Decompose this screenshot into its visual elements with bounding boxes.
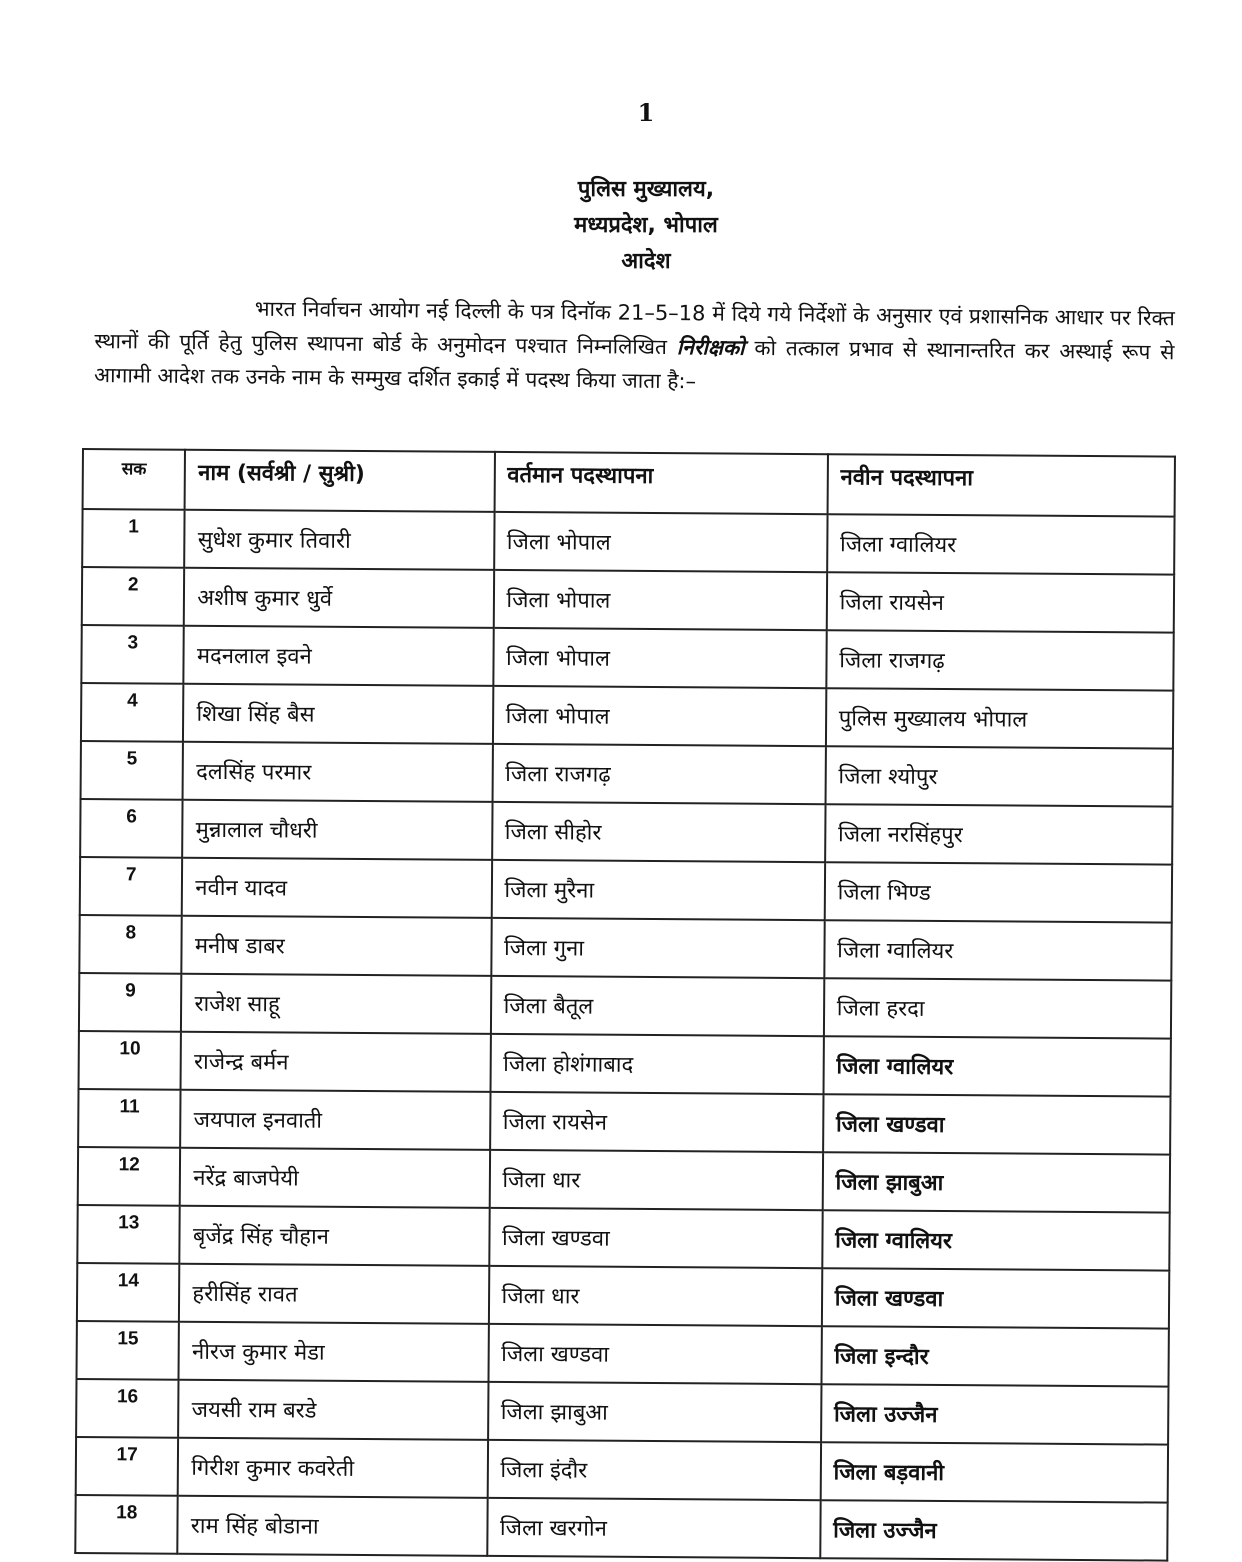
cell-current-posting: जिला धार bbox=[489, 1150, 823, 1210]
cell-current-posting: जिला होशंगाबाद bbox=[490, 1034, 824, 1094]
table-row bbox=[78, 1089, 1170, 1155]
cell-new-posting: जिला ग्वालियर bbox=[822, 1210, 1170, 1270]
cell-new-posting: जिला इन्दौर bbox=[821, 1326, 1169, 1386]
cell-serial-number: 15 bbox=[77, 1321, 180, 1380]
header-office: पुलिस मुख्यालय, bbox=[577, 177, 715, 202]
cell-serial-number: 17 bbox=[76, 1437, 179, 1496]
cell-name: मुन्नालाल चौधरी bbox=[183, 800, 493, 860]
table-row bbox=[79, 1031, 1171, 1097]
cell-current-posting: जिला खरगोन bbox=[487, 1498, 821, 1558]
cell-serial-number: 14 bbox=[77, 1263, 180, 1322]
header-location: मध्यप्रदेश, भोपाल bbox=[574, 213, 718, 238]
cell-new-posting: जिला भिण्ड bbox=[824, 862, 1172, 922]
table-row bbox=[82, 567, 1174, 633]
cell-name: दलसिंह परमार bbox=[183, 742, 493, 802]
cell-current-posting: जिला राजगढ़ bbox=[492, 744, 826, 804]
cell-current-posting: जिला बैतूल bbox=[490, 976, 824, 1036]
table-row bbox=[81, 625, 1173, 691]
cell-new-posting: जिला खण्डवा bbox=[823, 1094, 1171, 1154]
cell-name: अशीष कुमार धुर्वे bbox=[184, 568, 494, 628]
table-row bbox=[79, 973, 1171, 1039]
table-header-row bbox=[83, 449, 1175, 517]
order-text-part2: को तत्काल प्रभाव से स्थानान्तरित कर अस्थाई रूप से आगामी आदेश तक उनके नाम के सम्मुख दर्शित इकाई में पदस्थ किया जाता है:– bbox=[93, 335, 1175, 394]
cell-serial-number: 2 bbox=[82, 567, 185, 626]
cell-new-posting: जिला ग्वालियर bbox=[827, 514, 1175, 574]
cell-name: जयपाल इनवाती bbox=[180, 1090, 490, 1150]
cell-name: शिखा सिंह बैस bbox=[183, 684, 493, 744]
cell-serial-number: 6 bbox=[80, 799, 183, 858]
cell-serial-number: 5 bbox=[81, 741, 184, 800]
cell-new-posting: जिला ग्वालियर bbox=[823, 1036, 1171, 1096]
cell-current-posting: जिला इंदौर bbox=[487, 1440, 821, 1500]
cell-current-posting: जिला भोपाल bbox=[492, 686, 826, 746]
table-row bbox=[81, 741, 1173, 807]
cell-name: बृजेंद्र सिंह चौहान bbox=[180, 1206, 490, 1266]
cell-name: नरेंद्र बाजपेयी bbox=[180, 1148, 490, 1208]
cell-name: नवीन यादव bbox=[182, 858, 492, 918]
cell-new-posting: जिला बड़वानी bbox=[820, 1442, 1168, 1502]
cell-current-posting: जिला धार bbox=[488, 1266, 822, 1326]
order-paragraph bbox=[94, 290, 1175, 403]
cell-current-posting: जिला भोपाल bbox=[494, 512, 828, 572]
order-text-part1: भारत निर्वाचन आयोग नई दिल्ली के पत्र दिनॉक 21–5–18 में दिये गये निर्देशों के अनुसार एवं प्रशासनिक आधार पर रिक्त स्थानों की पूर्ति हेतु पुलिस स्थापना बोर्ड के अनुमोदन पश्चात निम्नलिखित bbox=[94, 296, 1175, 359]
cell-current-posting: जिला भोपाल bbox=[493, 628, 827, 688]
cell-new-posting: जिला श्योपुर bbox=[825, 746, 1173, 806]
cell-name: राम सिंह बोडाना bbox=[178, 1496, 488, 1556]
cell-name: जयसी राम बरडे bbox=[178, 1380, 488, 1440]
order-text-emphasis: निरीक्षको bbox=[676, 335, 745, 360]
cell-new-posting: जिला खण्डवा bbox=[822, 1268, 1170, 1328]
cell-serial-number: 13 bbox=[77, 1205, 180, 1264]
cell-name: राजेन्द्र बर्मन bbox=[181, 1032, 491, 1092]
table-row bbox=[75, 1495, 1167, 1561]
cell-current-posting: जिला मुरैना bbox=[491, 860, 825, 920]
cell-new-posting: जिला नरसिंहपुर bbox=[825, 804, 1173, 864]
header-current-posting: वर्तमान पदस्थापना bbox=[494, 452, 828, 514]
table-row bbox=[77, 1205, 1169, 1271]
cell-name: गिरीश कुमार कवरेती bbox=[178, 1438, 488, 1498]
cell-serial-number: 11 bbox=[78, 1089, 181, 1148]
table-row bbox=[77, 1321, 1169, 1387]
cell-name: मनीष डाबर bbox=[182, 916, 492, 976]
table-row bbox=[78, 1147, 1170, 1213]
cell-name: मदनलाल इवने bbox=[184, 626, 494, 686]
cell-serial-number: 7 bbox=[80, 857, 183, 916]
table-row bbox=[80, 857, 1172, 923]
cell-serial-number: 1 bbox=[82, 509, 185, 568]
table-row bbox=[80, 799, 1172, 865]
cell-current-posting: जिला गुना bbox=[491, 918, 825, 978]
cell-current-posting: जिला भोपाल bbox=[493, 570, 827, 630]
cell-serial-number: 16 bbox=[76, 1379, 179, 1438]
cell-serial-number: 10 bbox=[79, 1031, 182, 1090]
transfer-table bbox=[74, 448, 1176, 1562]
cell-serial-number: 9 bbox=[79, 973, 182, 1032]
cell-current-posting: जिला खण्डवा bbox=[489, 1208, 823, 1268]
table-row bbox=[82, 509, 1174, 575]
cell-new-posting: पुलिस मुख्यालय भोपाल bbox=[826, 688, 1174, 748]
cell-serial-number: 12 bbox=[78, 1147, 181, 1206]
cell-name: हरीसिंह रावत bbox=[179, 1264, 489, 1324]
cell-serial-number: 4 bbox=[81, 683, 184, 742]
header-new-posting: नवीन पदस्थापना bbox=[827, 454, 1175, 516]
table-row bbox=[77, 1263, 1169, 1329]
table-row bbox=[79, 915, 1171, 981]
cell-name: नीरज कुमार मेडा bbox=[179, 1322, 489, 1382]
header-name: नाम (सर्वश्री / सुश्री) bbox=[185, 450, 495, 512]
cell-current-posting: जिला सीहोर bbox=[492, 802, 826, 862]
document-header bbox=[0, 172, 1242, 280]
header-serial-number: सक bbox=[83, 449, 186, 510]
cell-serial-number: 3 bbox=[81, 625, 184, 684]
cell-new-posting: जिला रायसेन bbox=[826, 572, 1174, 632]
table-row bbox=[76, 1379, 1168, 1445]
cell-current-posting: जिला रायसेन bbox=[490, 1092, 824, 1152]
cell-serial-number: 18 bbox=[75, 1495, 178, 1554]
cell-new-posting: जिला ग्वालियर bbox=[824, 920, 1172, 980]
table-row bbox=[81, 683, 1173, 749]
cell-new-posting: जिला उज्जैन bbox=[820, 1500, 1168, 1560]
cell-current-posting: जिला खण्डवा bbox=[488, 1324, 822, 1384]
cell-new-posting: जिला झाबुआ bbox=[822, 1152, 1170, 1212]
cell-serial-number: 8 bbox=[79, 915, 182, 974]
cell-new-posting: जिला हरदा bbox=[824, 978, 1172, 1038]
cell-new-posting: जिला उज्जैन bbox=[821, 1384, 1169, 1444]
header-order-title: आदेश bbox=[621, 249, 671, 274]
cell-new-posting: जिला राजगढ़ bbox=[826, 630, 1174, 690]
page-number: 1 bbox=[637, 98, 655, 127]
cell-name: सुधेश कुमार तिवारी bbox=[185, 510, 495, 570]
cell-current-posting: जिला झाबुआ bbox=[488, 1382, 822, 1442]
table-row bbox=[76, 1437, 1168, 1503]
cell-name: राजेश साहू bbox=[181, 974, 491, 1034]
